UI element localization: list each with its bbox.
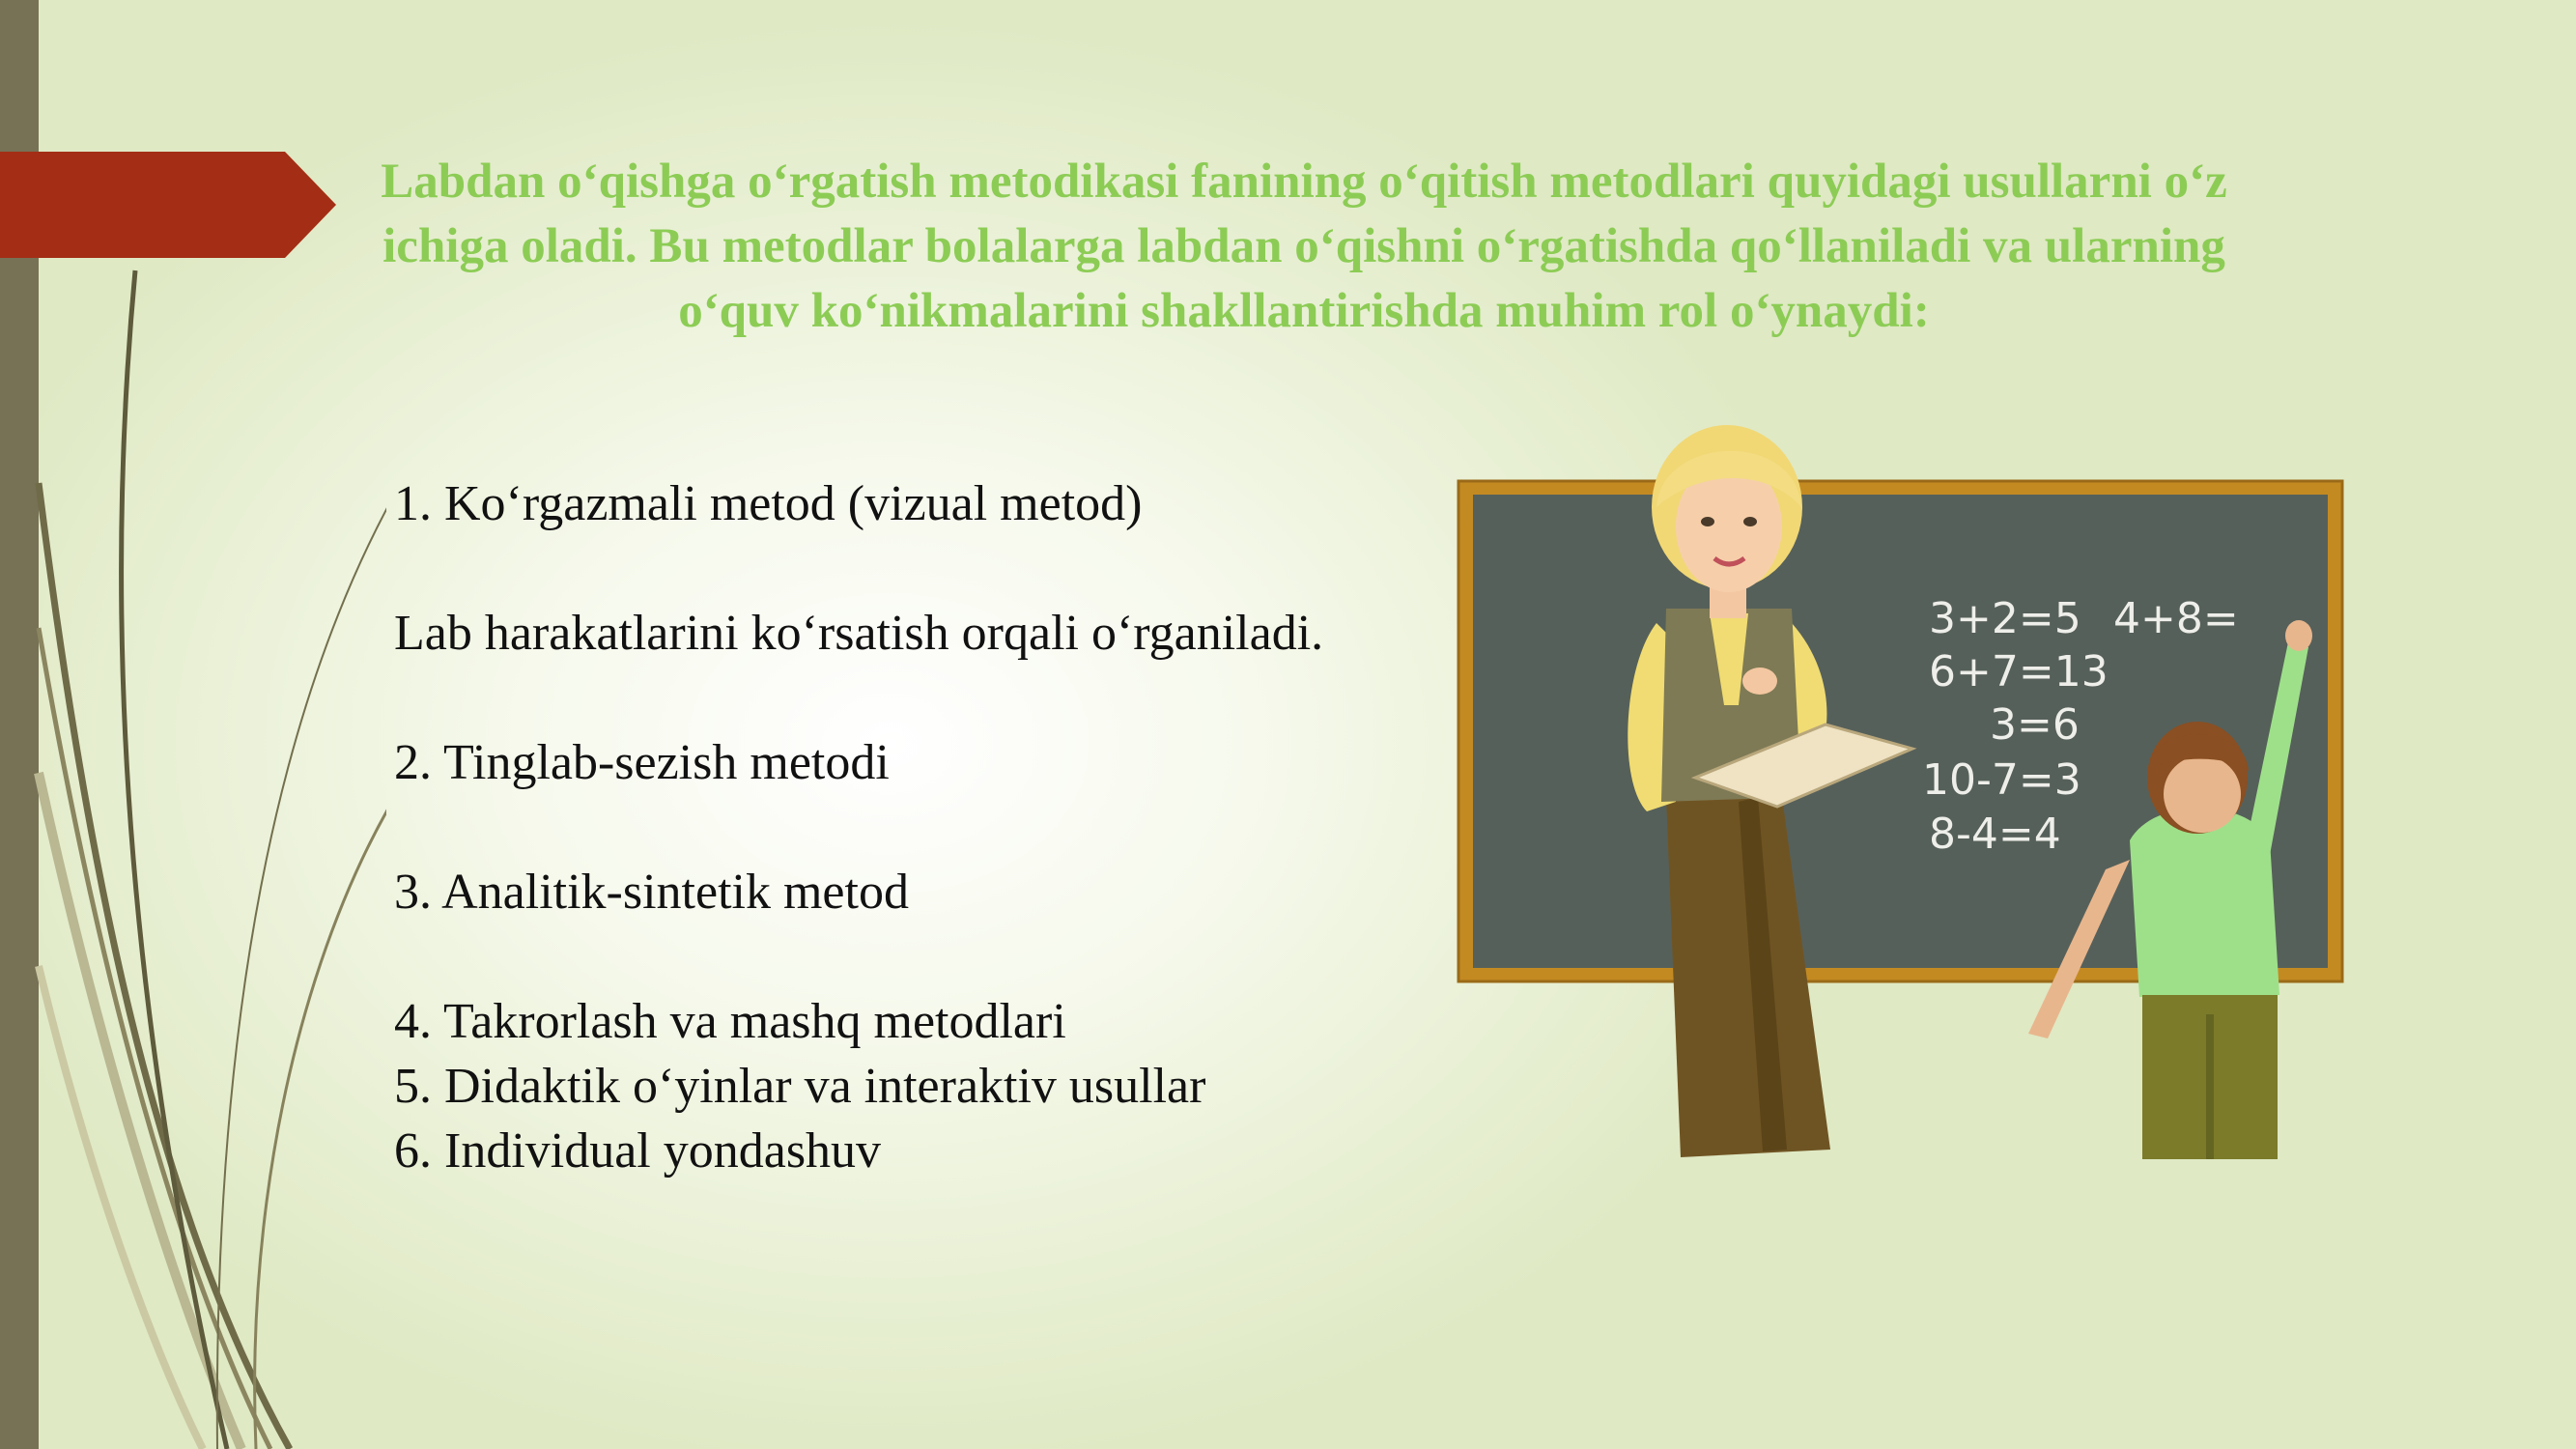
slide-title: Labdan o‘qishga o‘rgatish metodikasi fanining o‘qitish metodlari quyidagi usullarni o‘z ichiga oladi. Bu metodlar bolalarga labdan o‘qishni o‘rgatishda qo‘llaniladi va ularning o‘quv ko‘nikmalarini shakllantirishda muhim rol o‘ynaydi: — [381, 155, 2227, 338]
list-item: 4. Takrorlash va mashq metodlari — [394, 994, 1066, 1049]
teacher-blackboard-illustration — [1449, 415, 2357, 1164]
list-item: 1. Ko‘rgazmali metod (vizual metod) — [394, 476, 1143, 531]
chalk-equation: 6+7=13 — [1929, 647, 2109, 696]
chalk-equation: 3+2=5 — [1929, 594, 2081, 643]
swoosh-line — [39, 483, 290, 1449]
list-item: Lab harakatlarini ko‘rsatish orqali o‘rganiladi. — [394, 606, 1324, 661]
chalk-equation: 4+8= — [2113, 594, 2239, 643]
red-accent-tab — [0, 152, 338, 258]
list-item: 5. Didaktik o‘yinlar va interaktiv usullar — [394, 1059, 1206, 1114]
swoosh-line — [39, 773, 241, 1449]
chalk-equation: 3=6 — [1990, 700, 2080, 750]
list-item: 2. Tinglab-sezish metodi — [394, 735, 890, 790]
list-item: 3. Analitik-sintetik metod — [394, 865, 909, 920]
chalk-equation: 8-4=4 — [1929, 810, 2061, 859]
methods-list — [394, 471, 1457, 1183]
list-item: 6. Individual yondashuv — [394, 1123, 882, 1179]
swoosh-line — [255, 667, 386, 1449]
chalk-equation: 10-7=3 — [1922, 755, 2081, 805]
swoosh-line — [217, 319, 386, 1449]
